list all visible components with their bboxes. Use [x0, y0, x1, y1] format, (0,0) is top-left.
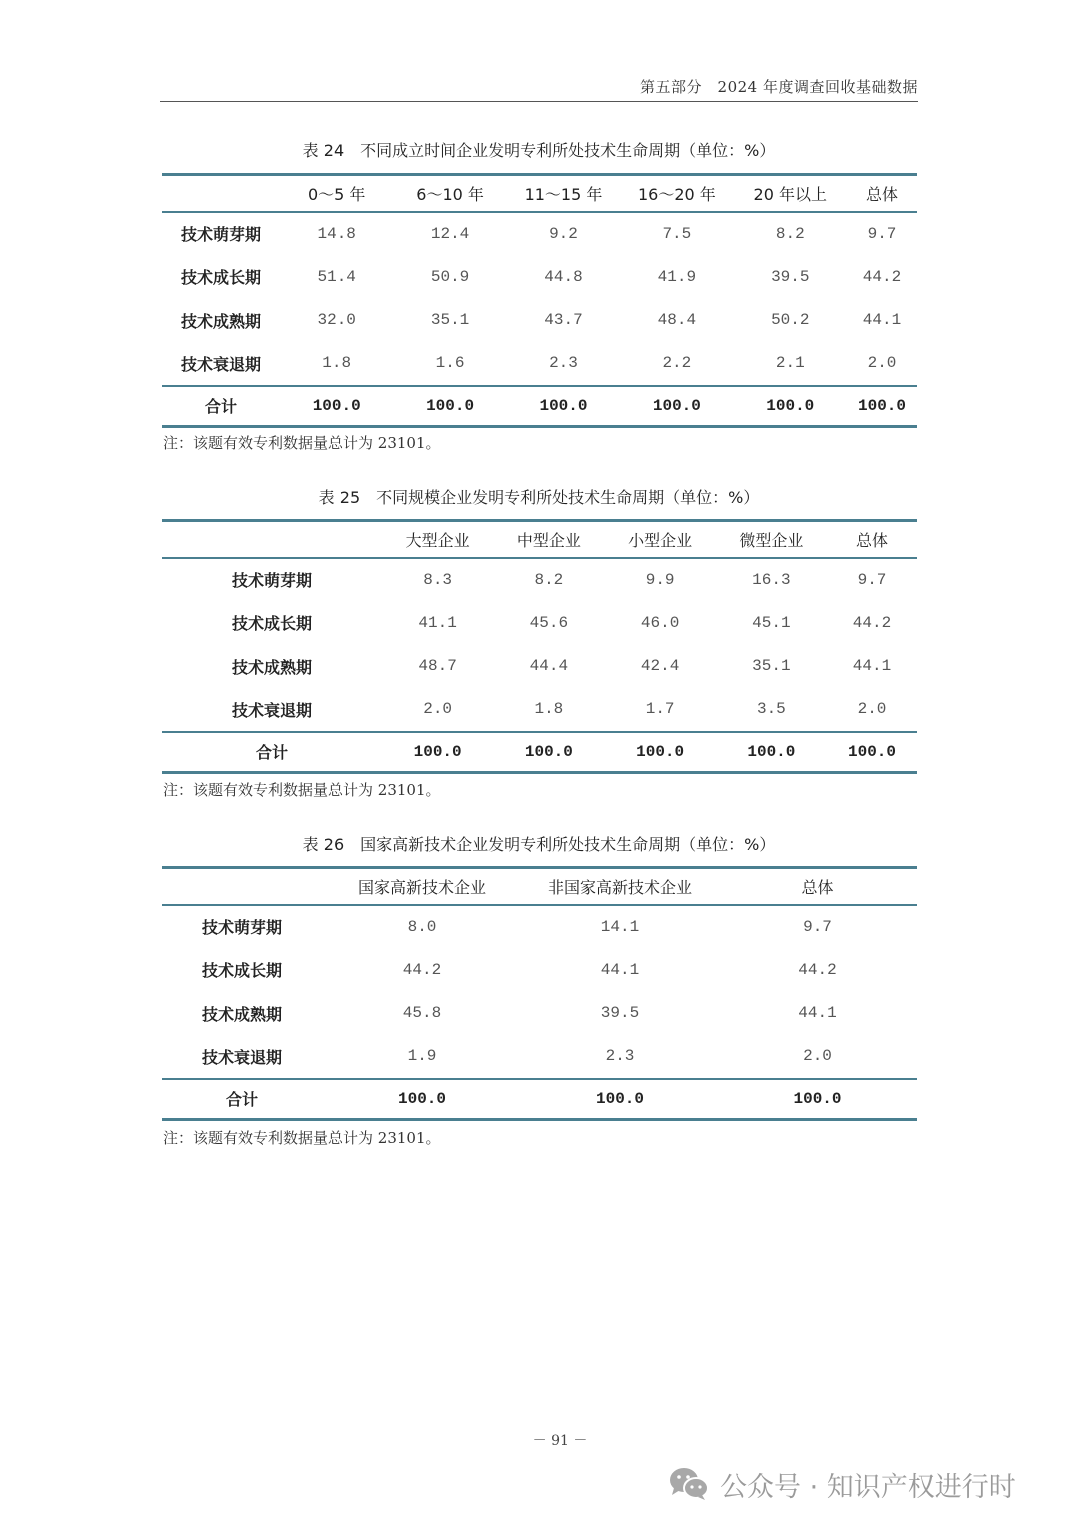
cell: 51.4: [317, 267, 356, 286]
cell: 44.1: [798, 1004, 837, 1023]
cell: 100.0: [507, 386, 620, 427]
table-row: [162, 948, 917, 992]
row-label: 技术萌芽期: [231, 571, 312, 591]
row-label: 技术衰退期: [180, 354, 261, 374]
column-header: 11～15 年: [507, 175, 620, 212]
column-header: [162, 868, 322, 905]
cell: 100.0: [716, 732, 827, 773]
row-label: 技术衰退期: [201, 1047, 282, 1067]
total-row: [162, 1079, 917, 1120]
column-header: 总体: [847, 175, 917, 212]
cell: 50.2: [771, 311, 810, 330]
cell: 35.1: [752, 657, 791, 676]
row-label: 技术成熟期: [180, 311, 261, 331]
cell: 45.8: [402, 1004, 442, 1023]
cell: 44.8: [544, 267, 583, 286]
cell: 41.9: [657, 267, 697, 286]
cell: 50.9: [430, 267, 470, 286]
row-label: 技术成长期: [180, 268, 261, 288]
table-header-row: [162, 868, 917, 905]
column-header: 非国家高新技术企业: [522, 868, 718, 905]
cell: 44.2: [402, 960, 442, 979]
column-header: 大型企业: [382, 521, 493, 558]
table-row: [162, 688, 917, 732]
column-header: 16～20 年: [620, 175, 733, 212]
cell: 2.1: [775, 354, 805, 373]
cell: 45.1: [752, 613, 791, 632]
table-25-caption: 表 25 不同规模企业发明专利所处技术生命周期（单位：%）: [318, 488, 760, 507]
column-header: 总体: [827, 521, 917, 558]
table-24: [162, 173, 917, 428]
cell: 12.4: [430, 224, 470, 243]
cell: 44.4: [529, 657, 569, 676]
table-24-note: 注：该题有效专利数据量总计为 23101。: [163, 434, 441, 452]
table-26-note: 注：该题有效专利数据量总计为 23101。: [163, 1129, 441, 1147]
table-row: [162, 992, 917, 1036]
table-row: [162, 342, 917, 386]
total-row: [162, 386, 917, 427]
running-header: 第五部分 2024 年度调查回收基础数据: [160, 76, 918, 102]
watermark-text: 公众号 · 知识产权进行时: [720, 1471, 1016, 1503]
table-row: [162, 212, 917, 256]
table-header-row: [162, 175, 917, 212]
row-label: 技术萌芽期: [201, 918, 282, 938]
cell: 1.7: [645, 700, 675, 719]
cell: 100.0: [620, 386, 733, 427]
cell: 8.2: [534, 570, 564, 589]
cell: 100.0: [827, 732, 917, 773]
cell: 100.0: [847, 386, 917, 427]
cell: 1.9: [407, 1047, 437, 1066]
cell: 8.3: [423, 570, 453, 589]
table-row: [162, 558, 917, 602]
table-row: [162, 255, 917, 299]
cell: 9.9: [645, 570, 675, 589]
cell: 2.2: [662, 354, 692, 373]
cell: 9.7: [867, 224, 897, 243]
row-label: 技术成长期: [201, 961, 282, 981]
cell: 9.7: [857, 570, 887, 589]
table-row: [162, 905, 917, 949]
column-header: 总体: [718, 868, 917, 905]
table-24-caption: 表 24 不同成立时间企业发明专利所处技术生命周期（单位：%）: [302, 141, 776, 160]
cell: 100.0: [280, 386, 393, 427]
cell: 2.0: [867, 354, 897, 373]
wechat-icon: [668, 1466, 710, 1502]
cell: 41.1: [418, 613, 457, 632]
row-label: 合计: [162, 732, 382, 773]
cell: 9.2: [549, 224, 578, 243]
cell: 2.0: [803, 1047, 832, 1066]
cell: 48.7: [418, 657, 457, 676]
cell: 9.7: [803, 917, 832, 936]
cell: 1.8: [322, 354, 352, 373]
row-label: 技术成长期: [231, 614, 312, 634]
column-header: 0～5 年: [280, 175, 393, 212]
cell: 16.3: [752, 570, 791, 589]
cell: 100.0: [393, 386, 506, 427]
cell: 43.7: [544, 311, 583, 330]
cell: 44.1: [852, 657, 892, 676]
cell: 44.2: [798, 960, 837, 979]
cell: 100.0: [718, 1079, 917, 1120]
cell: 8.2: [775, 224, 805, 243]
watermark: [668, 1463, 1016, 1505]
table-header-row: [162, 521, 917, 558]
column-header: 小型企业: [605, 521, 716, 558]
cell: 14.1: [600, 917, 640, 936]
cell: 100.0: [605, 732, 716, 773]
cell: 100.0: [734, 386, 847, 427]
column-header: 中型企业: [493, 521, 604, 558]
column-header: 微型企业: [716, 521, 827, 558]
cell: 7.5: [662, 224, 692, 243]
row-label: 技术成熟期: [231, 657, 312, 677]
row-label: 技术成熟期: [201, 1004, 282, 1024]
table-row: [162, 601, 917, 645]
cell: 44.2: [862, 267, 902, 286]
cell: 2.3: [605, 1047, 635, 1066]
table-26: [162, 866, 917, 1121]
cell: 39.5: [600, 1004, 640, 1023]
cell: 42.4: [640, 657, 680, 676]
total-row: [162, 732, 917, 773]
column-header: 20 年以上: [734, 175, 847, 212]
cell: 35.1: [430, 311, 470, 330]
cell: 3.5: [756, 700, 786, 719]
cell: 39.5: [771, 267, 810, 286]
cell: 100.0: [522, 1079, 718, 1120]
cell: 100.0: [493, 732, 604, 773]
table-25: [162, 519, 917, 774]
cell: 48.4: [657, 311, 697, 330]
cell: 8.0: [407, 917, 437, 936]
column-header: 6～10 年: [393, 175, 506, 212]
cell: 100.0: [322, 1079, 522, 1120]
cell: 32.0: [317, 311, 356, 330]
cell: 44.1: [600, 960, 640, 979]
column-header: [162, 175, 280, 212]
row-label: 技术萌芽期: [180, 225, 261, 245]
table-25-note: 注：该题有效专利数据量总计为 23101。: [163, 781, 441, 799]
cell: 100.0: [382, 732, 493, 773]
cell: 2.0: [857, 700, 887, 719]
table-row: [162, 1035, 917, 1079]
column-header: [162, 521, 382, 558]
cell: 46.0: [640, 613, 680, 632]
table-26-caption: 表 26 国家高新技术企业发明专利所处技术生命周期（单位：%）: [302, 835, 776, 854]
cell: 44.2: [852, 613, 892, 632]
table-row: [162, 645, 917, 689]
page-number: － 91 －: [532, 1433, 588, 1449]
cell: 14.8: [317, 224, 356, 243]
cell: 45.6: [529, 613, 569, 632]
cell: 2.3: [549, 354, 578, 373]
cell: 1.8: [534, 700, 564, 719]
table-row: [162, 299, 917, 343]
cell: 2.0: [423, 700, 453, 719]
row-label: 合计: [162, 1079, 322, 1120]
row-label: 技术衰退期: [231, 700, 312, 720]
column-header: 国家高新技术企业: [322, 868, 522, 905]
cell: 44.1: [862, 311, 902, 330]
cell: 1.6: [435, 354, 465, 373]
row-label: 合计: [162, 386, 280, 427]
